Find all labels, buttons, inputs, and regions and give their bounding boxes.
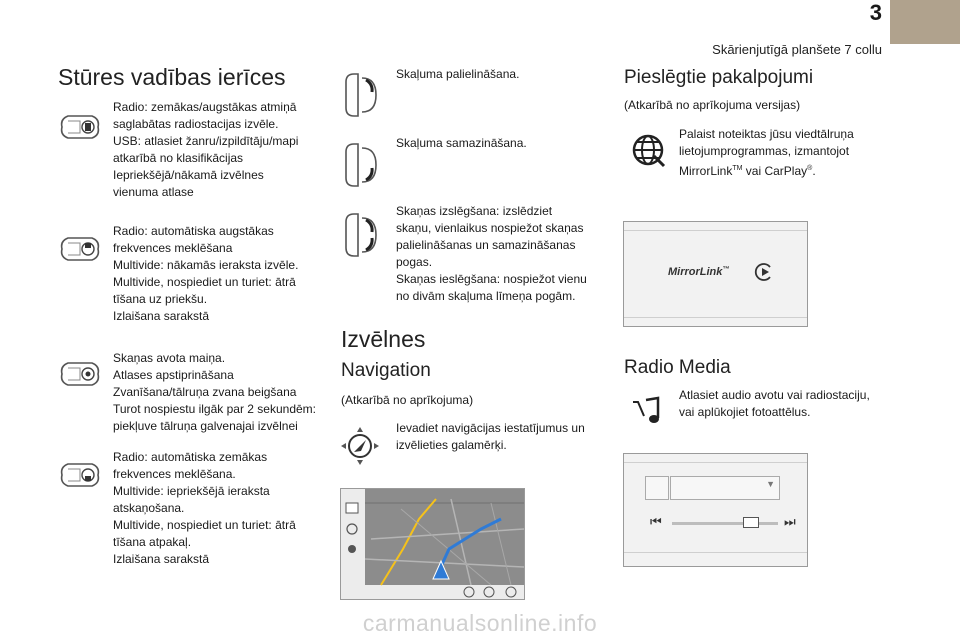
radio-media-title: Radio Media: [624, 357, 731, 378]
text-line: Iepriekšējā/nākamā izvēlnes: [113, 168, 264, 182]
text-line: Zvanīšana/tālruņa zvana beigšana: [113, 385, 297, 399]
steering-mute-icon: [340, 210, 384, 260]
text-line: Skaņas ieslēgšana: nospiežot vienu: [396, 272, 587, 286]
text-line: USB: atlasiet žanru/izpildītāju/mapi: [113, 134, 299, 148]
text-line: skaņu, vienlaikus nospiežot skaņas: [396, 221, 584, 235]
text-line: Izlaišana sarakstā: [113, 552, 210, 566]
navigation-title: Navigation: [341, 360, 431, 381]
menus-title: Izvēlnes: [341, 326, 426, 352]
text-line: Skaņas izslēgšana: izslēdziet: [396, 204, 553, 218]
text-line: frekvences meklēšana.: [113, 467, 236, 481]
text-line: izvēlieties galamērķi.: [396, 438, 507, 452]
navigation-compass-icon: [340, 424, 380, 468]
text-line: Ievadiet navigācijas iestatījumus un: [396, 421, 585, 435]
connected-services-text: [679, 126, 899, 180]
screen-divider: [624, 317, 807, 318]
page-header: Skārienjutīgā planšete 7 collu: [712, 42, 882, 57]
mute-text: [396, 203, 606, 305]
text-line: vienuma atlase: [113, 185, 194, 199]
text-line: pogas.: [396, 255, 433, 269]
text-line: Multivide: iepriekšējā ieraksta: [113, 484, 270, 498]
text-line: atskaņošana.: [113, 501, 185, 515]
text-line: Izlaišana sarakstā: [113, 309, 210, 323]
album-art-placeholder: [645, 476, 669, 500]
text-line-mirrorlink: [679, 160, 899, 180]
text-line: Radio: automātiska augstākas: [113, 224, 274, 238]
connected-services-note: (Atkarībā no aprīkojuma versijas): [624, 98, 801, 112]
mirrorlink-word: MirrorLink: [679, 164, 733, 178]
steering-controls-title: Stūres vadības ierīces: [58, 64, 286, 90]
text-line: Skaļuma palielināšana.: [396, 67, 520, 81]
section-tab: [890, 0, 960, 44]
trademark-sup: TM: [732, 165, 743, 172]
connected-services-globe-icon: [628, 130, 668, 170]
watermark: carmanualsonline.info: [362, 610, 598, 636]
period: .: [812, 164, 816, 178]
carplay-play-icon[interactable]: [754, 262, 774, 287]
steering-control-radio-next-icon: [58, 113, 102, 141]
next-track-button[interactable]: ⏭: [784, 514, 796, 529]
steering-item-1-text: [113, 99, 323, 201]
text-line: vai aplūkojiet fotoattēlus.: [679, 405, 811, 419]
text-line: Multivide: nākamās ieraksta izvēle.: [113, 258, 299, 272]
page-number: 3: [869, 0, 882, 25]
steering-volume-down-icon: [340, 140, 384, 190]
navigation-screen: [340, 488, 525, 600]
carplay-word: vai CarPlay: [742, 164, 808, 178]
volume-up-text: [396, 66, 596, 83]
previous-track-button[interactable]: ⏮: [650, 514, 662, 529]
text-line: Palaist noteiktas jūsu viedtālruņa: [679, 127, 854, 141]
text-line: saglabātas radiostacijas izvēle.: [113, 117, 279, 131]
text-line: Atlasiet audio avotu vai radiostaciju,: [679, 388, 870, 402]
steering-item-2-text: [113, 223, 323, 325]
mirrorlink-tm: ™: [722, 266, 730, 273]
navigation-text: [396, 420, 606, 454]
steering-control-source-icon: [58, 360, 102, 388]
radio-media-text: [679, 387, 899, 421]
text-line: tīšana atpakaļ.: [113, 535, 192, 549]
text-line: Turot nospiestu ilgāk par 2 sekundēm:: [113, 402, 316, 416]
steering-control-lower-button-icon: [58, 461, 102, 489]
text-line: lietojumprogrammas, izmantojot: [679, 144, 850, 158]
steering-item-4-text: [113, 449, 323, 568]
screen-divider: [624, 230, 807, 231]
progress-track[interactable]: [672, 522, 778, 525]
source-dropdown[interactable]: [670, 476, 780, 500]
text-line: Radio: zemākas/augstākas atmiņā: [113, 100, 297, 114]
text-line: Multivide, nospiediet un turiet: ātrā: [113, 275, 296, 289]
registered-sup: ®: [807, 165, 813, 172]
progress-handle[interactable]: [743, 517, 759, 528]
text-line: Radio: automātiska zemākas: [113, 450, 268, 464]
text-line: Skaņas avota maiņa.: [113, 351, 226, 365]
text-line: Atlases apstiprināšana: [113, 368, 234, 382]
text-line: Skaļuma samazināšana.: [396, 136, 527, 150]
text-line: tīšana uz priekšu.: [113, 292, 208, 306]
steering-control-upper-button-icon: [58, 235, 102, 263]
navigation-note: (Atkarībā no aprīkojuma): [341, 393, 474, 407]
volume-down-text: [396, 135, 596, 152]
media-screen: [623, 453, 808, 567]
text-line: frekvences meklēšana: [113, 241, 233, 255]
connected-services-title: Pieslēgtie pakalpojumi: [624, 67, 814, 88]
text-line: no divām skaļuma līmeņa pogām.: [396, 289, 576, 303]
screen-divider: [624, 462, 807, 463]
steering-item-3-text: [113, 350, 328, 435]
mirrorlink-logo: [668, 266, 729, 278]
mirrorlink-screen: [623, 221, 808, 327]
text-line: palielināšanas un samazināšanas: [396, 238, 576, 252]
screen-divider: [624, 552, 807, 553]
mirrorlink-logo-text: MirrorLink: [668, 266, 723, 278]
text-line: piekļuve tālruņa galvenajai izvēlnei: [113, 419, 298, 433]
text-line: atkarībā no klasifikācijas: [113, 151, 244, 165]
navigation-map: [341, 489, 524, 599]
music-note-icon: [630, 396, 666, 428]
steering-volume-up-icon: [340, 70, 384, 120]
chevron-down-icon: ▼: [766, 479, 775, 489]
text-line: Multivide, nospiediet un turiet: ātrā: [113, 518, 296, 532]
